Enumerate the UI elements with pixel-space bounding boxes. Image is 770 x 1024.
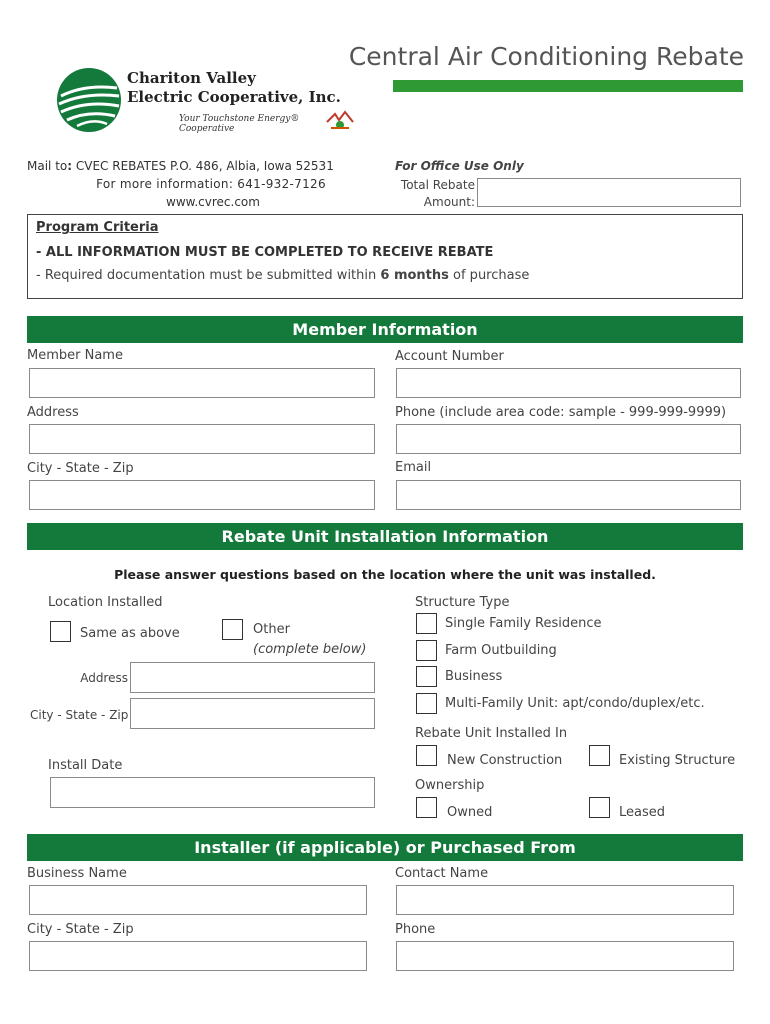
existing-structure-label: Existing Structure — [619, 753, 736, 768]
mail-to-address: CVEC REBATES P.O. 486, Albia, Iowa 52531 — [72, 159, 334, 173]
contact-name-label: Contact Name — [395, 866, 489, 881]
owned-checkbox[interactable] — [416, 797, 437, 818]
single-family-label: Single Family Residence — [445, 616, 602, 631]
account-number-field[interactable] — [396, 368, 741, 398]
criteria-line-2 — [36, 268, 529, 283]
install-date-label: Install Date — [48, 758, 123, 773]
installation-instruction: Please answer questions based on the location where the unit was installed. — [114, 567, 656, 582]
member-name-label: Member Name — [27, 348, 123, 363]
install-date-field[interactable] — [50, 777, 375, 808]
office-use-heading: For Office Use Only — [395, 159, 524, 173]
mail-to-line — [27, 159, 334, 173]
structure-type-label: Structure Type — [415, 595, 510, 610]
touchstone-energy-icon — [325, 110, 355, 132]
ownership-label: Ownership — [415, 778, 485, 793]
leased-checkbox[interactable] — [589, 797, 610, 818]
business-checkbox[interactable] — [416, 666, 437, 687]
location-installed-label: Location Installed — [48, 595, 163, 610]
member-information-band: Member Information — [27, 316, 743, 343]
mail-to-prefix: Mail to — [27, 159, 68, 173]
program-criteria-heading: Program Criteria — [36, 220, 159, 235]
member-name-field[interactable] — [29, 368, 375, 398]
install-city-state-zip-field[interactable] — [130, 698, 375, 729]
city-state-zip-field[interactable] — [29, 480, 375, 510]
multi-family-label: Multi-Family Unit: apt/condo/duplex/etc. — [445, 696, 705, 711]
new-construction-label: New Construction — [447, 753, 563, 768]
same-as-above-checkbox[interactable] — [50, 621, 71, 642]
farm-outbuilding-checkbox[interactable] — [416, 640, 437, 661]
install-address-label: Address — [80, 671, 128, 685]
install-city-state-zip-label: City - State - Zip — [30, 708, 129, 722]
farm-outbuilding-label: Farm Outbuilding — [445, 643, 557, 658]
other-location-label: Other — [253, 622, 290, 637]
criteria-line-2-pre: - Required documentation must be submitted within — [36, 268, 381, 283]
single-family-checkbox[interactable] — [416, 613, 437, 634]
multi-family-checkbox[interactable] — [416, 693, 437, 714]
installer-city-state-zip-field[interactable] — [29, 941, 367, 971]
business-label: Business — [445, 669, 503, 684]
other-location-note: (complete below) — [253, 642, 367, 657]
total-rebate-amount-field[interactable] — [477, 178, 741, 207]
city-state-zip-label: City - State - Zip — [27, 461, 134, 476]
business-name-label: Business Name — [27, 866, 127, 881]
address-label: Address — [27, 405, 79, 420]
new-construction-checkbox[interactable] — [416, 745, 437, 766]
contact-name-field[interactable] — [396, 885, 734, 915]
owned-label: Owned — [447, 805, 493, 820]
email-label: Email — [395, 460, 432, 475]
total-rebate-label-1: Total Rebate — [400, 178, 475, 192]
website-line: www.cvrec.com — [166, 195, 260, 209]
other-location-checkbox[interactable] — [222, 619, 243, 640]
criteria-line-2-post: of purchase — [448, 268, 530, 283]
install-address-field[interactable] — [130, 662, 375, 693]
existing-structure-checkbox[interactable] — [589, 745, 610, 766]
more-info-line: For more information: 641-932-7126 — [96, 177, 326, 191]
installer-phone-field[interactable] — [396, 941, 734, 971]
installer-city-state-zip-label: City - State - Zip — [27, 922, 134, 937]
installer-phone-label: Phone — [395, 922, 436, 937]
address-field[interactable] — [29, 424, 375, 454]
logo-tagline: Your Touchstone Energy® Cooperative — [179, 114, 300, 134]
installation-information-band: Rebate Unit Installation Information — [27, 523, 743, 550]
logo-name-line2: Electric Cooperative, Inc. — [127, 88, 341, 106]
business-name-field[interactable] — [29, 885, 367, 915]
rebate-installed-in-label: Rebate Unit Installed In — [415, 726, 568, 741]
title-underline-bar — [393, 80, 743, 92]
criteria-line-1: - ALL INFORMATION MUST BE COMPLETED TO RECEIVE REBATE — [36, 245, 494, 260]
page-title: Central Air Conditioning Rebate — [348, 42, 744, 71]
phone-label: Phone (include area code: sample - 999-999-9999) — [395, 405, 727, 420]
installer-information-band: Installer (if applicable) or Purchased From — [27, 834, 743, 861]
email-field[interactable] — [396, 480, 741, 510]
mail-to-colon: : — [67, 159, 73, 173]
program-criteria-box — [27, 214, 743, 299]
logo-name-line1: Chariton Valley — [127, 69, 256, 87]
total-rebate-label-2: Amount: — [423, 195, 475, 209]
logo-emblem-icon — [55, 66, 123, 134]
account-number-label: Account Number — [395, 349, 504, 364]
leased-label: Leased — [619, 805, 666, 820]
criteria-line-2-bold: 6 months — [380, 268, 449, 283]
phone-field[interactable] — [396, 424, 741, 454]
same-as-above-label: Same as above — [80, 626, 180, 641]
company-logo — [55, 66, 355, 138]
